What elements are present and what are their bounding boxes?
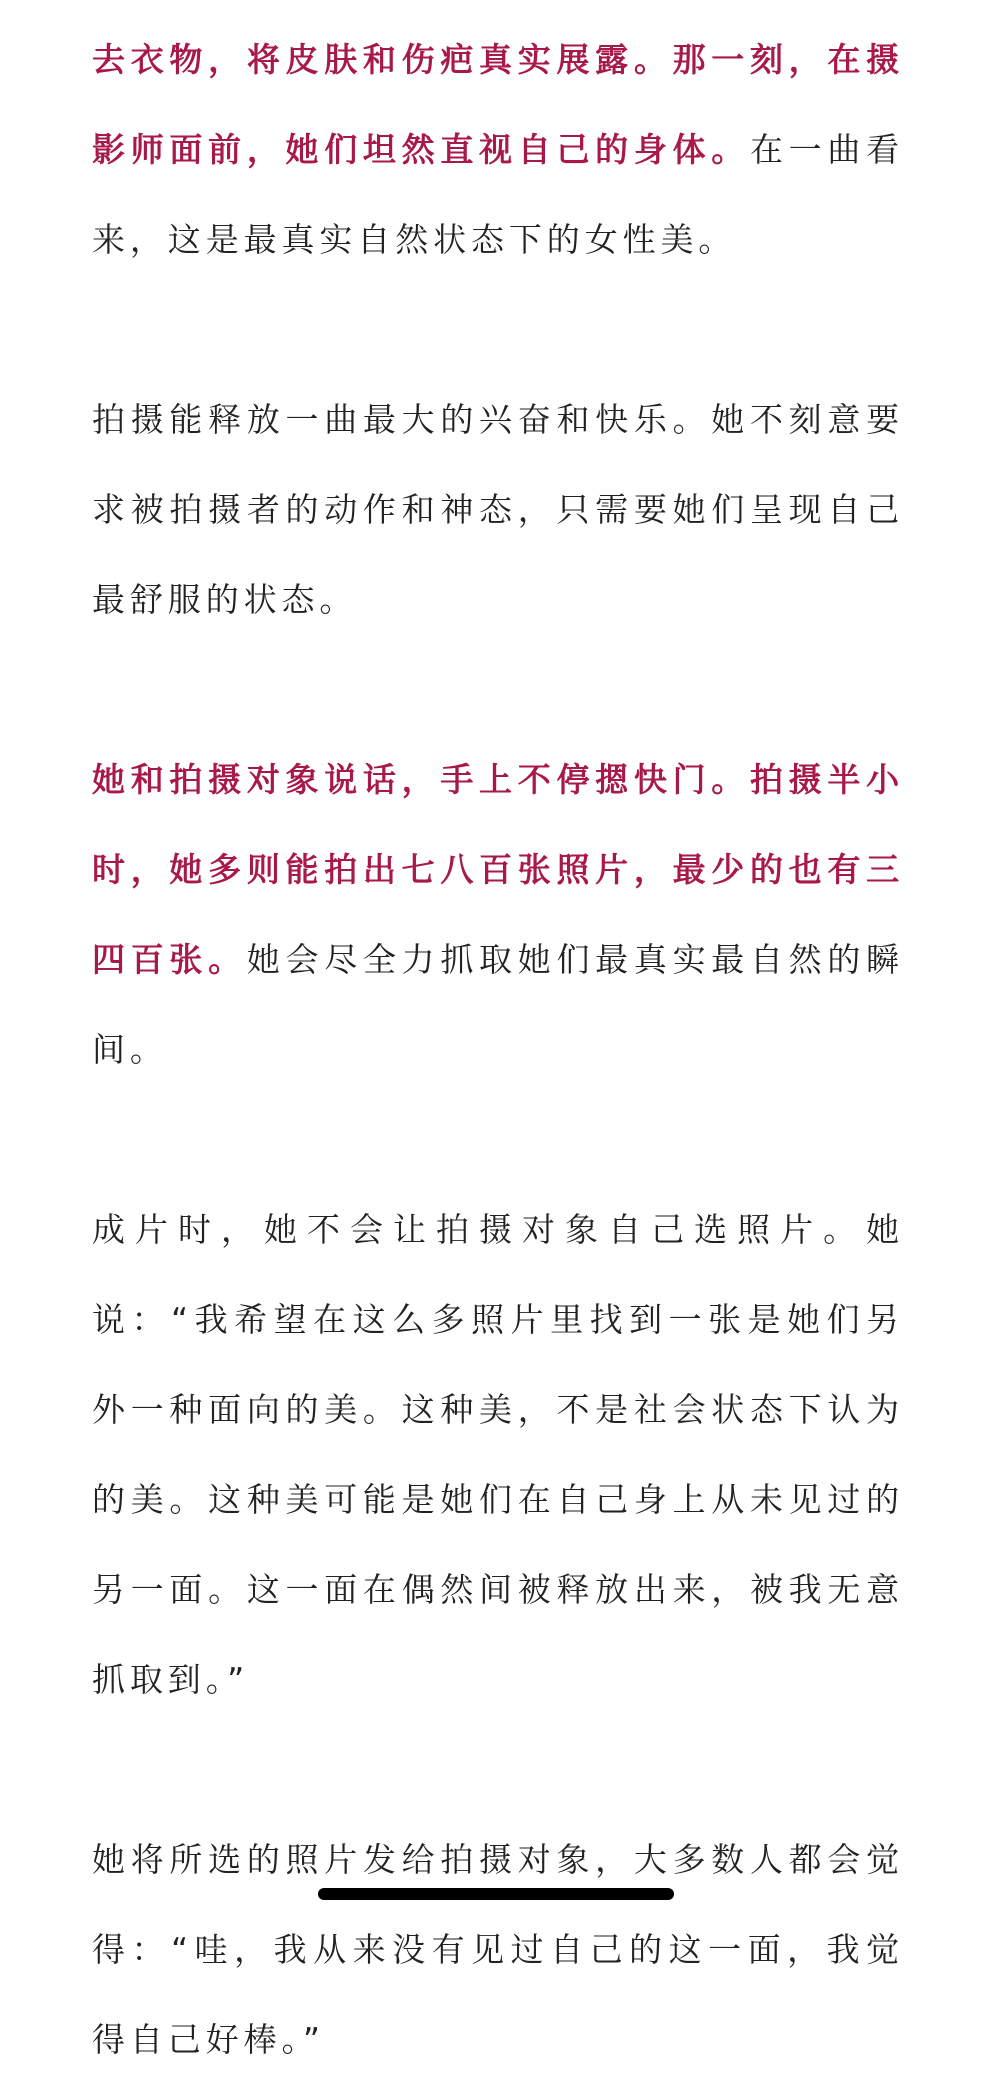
highlighted-text: 去衣物，将皮肤和伤疤真实展露。那一刻，在摄影师面前，她们坦然直视自己的身体。 xyxy=(92,40,904,169)
article-paragraph xyxy=(92,735,904,1095)
article-paragraph xyxy=(92,375,904,645)
paragraph-text: 在一曲看来，这是最真实自然状态下的女性美。 xyxy=(92,130,904,259)
article-body xyxy=(92,0,904,2085)
article-paragraph xyxy=(92,15,904,285)
paragraph-text: 成片时，她不会让拍摄对象自己选照片。她说：“我希望在这么多照片里找到一张是她们另外一种面向的美。这种美，不是社会状态下认为的美。这种美可能是她们在自己身上从未见过的另一面。这一面在偶然间被释放出来，被我无意抓取到。” xyxy=(92,1210,904,1699)
article-paragraph xyxy=(92,1185,904,1725)
highlighted-text: 她和拍摄对象说话，手上不停摁快门。拍摄半小时，她多则能拍出七八百张照片，最少的也有三四百张。 xyxy=(92,760,904,979)
article-paragraph xyxy=(92,1815,904,2085)
paragraph-text: 她会尽全力抓取她们最真实最自然的瞬间。 xyxy=(92,940,904,1069)
paragraph-text: 她将所选的照片发给拍摄对象，大多数人都会觉得：“哇，我从来没有见过自己的这一面，我觉得自己好棒。” xyxy=(92,1840,904,2059)
paragraph-text: 拍摄能释放一曲最大的兴奋和快乐。她不刻意要求被拍摄者的动作和神态，只需要她们呈现自己最舒服的状态。 xyxy=(92,400,904,619)
home-indicator[interactable] xyxy=(318,1888,674,1900)
